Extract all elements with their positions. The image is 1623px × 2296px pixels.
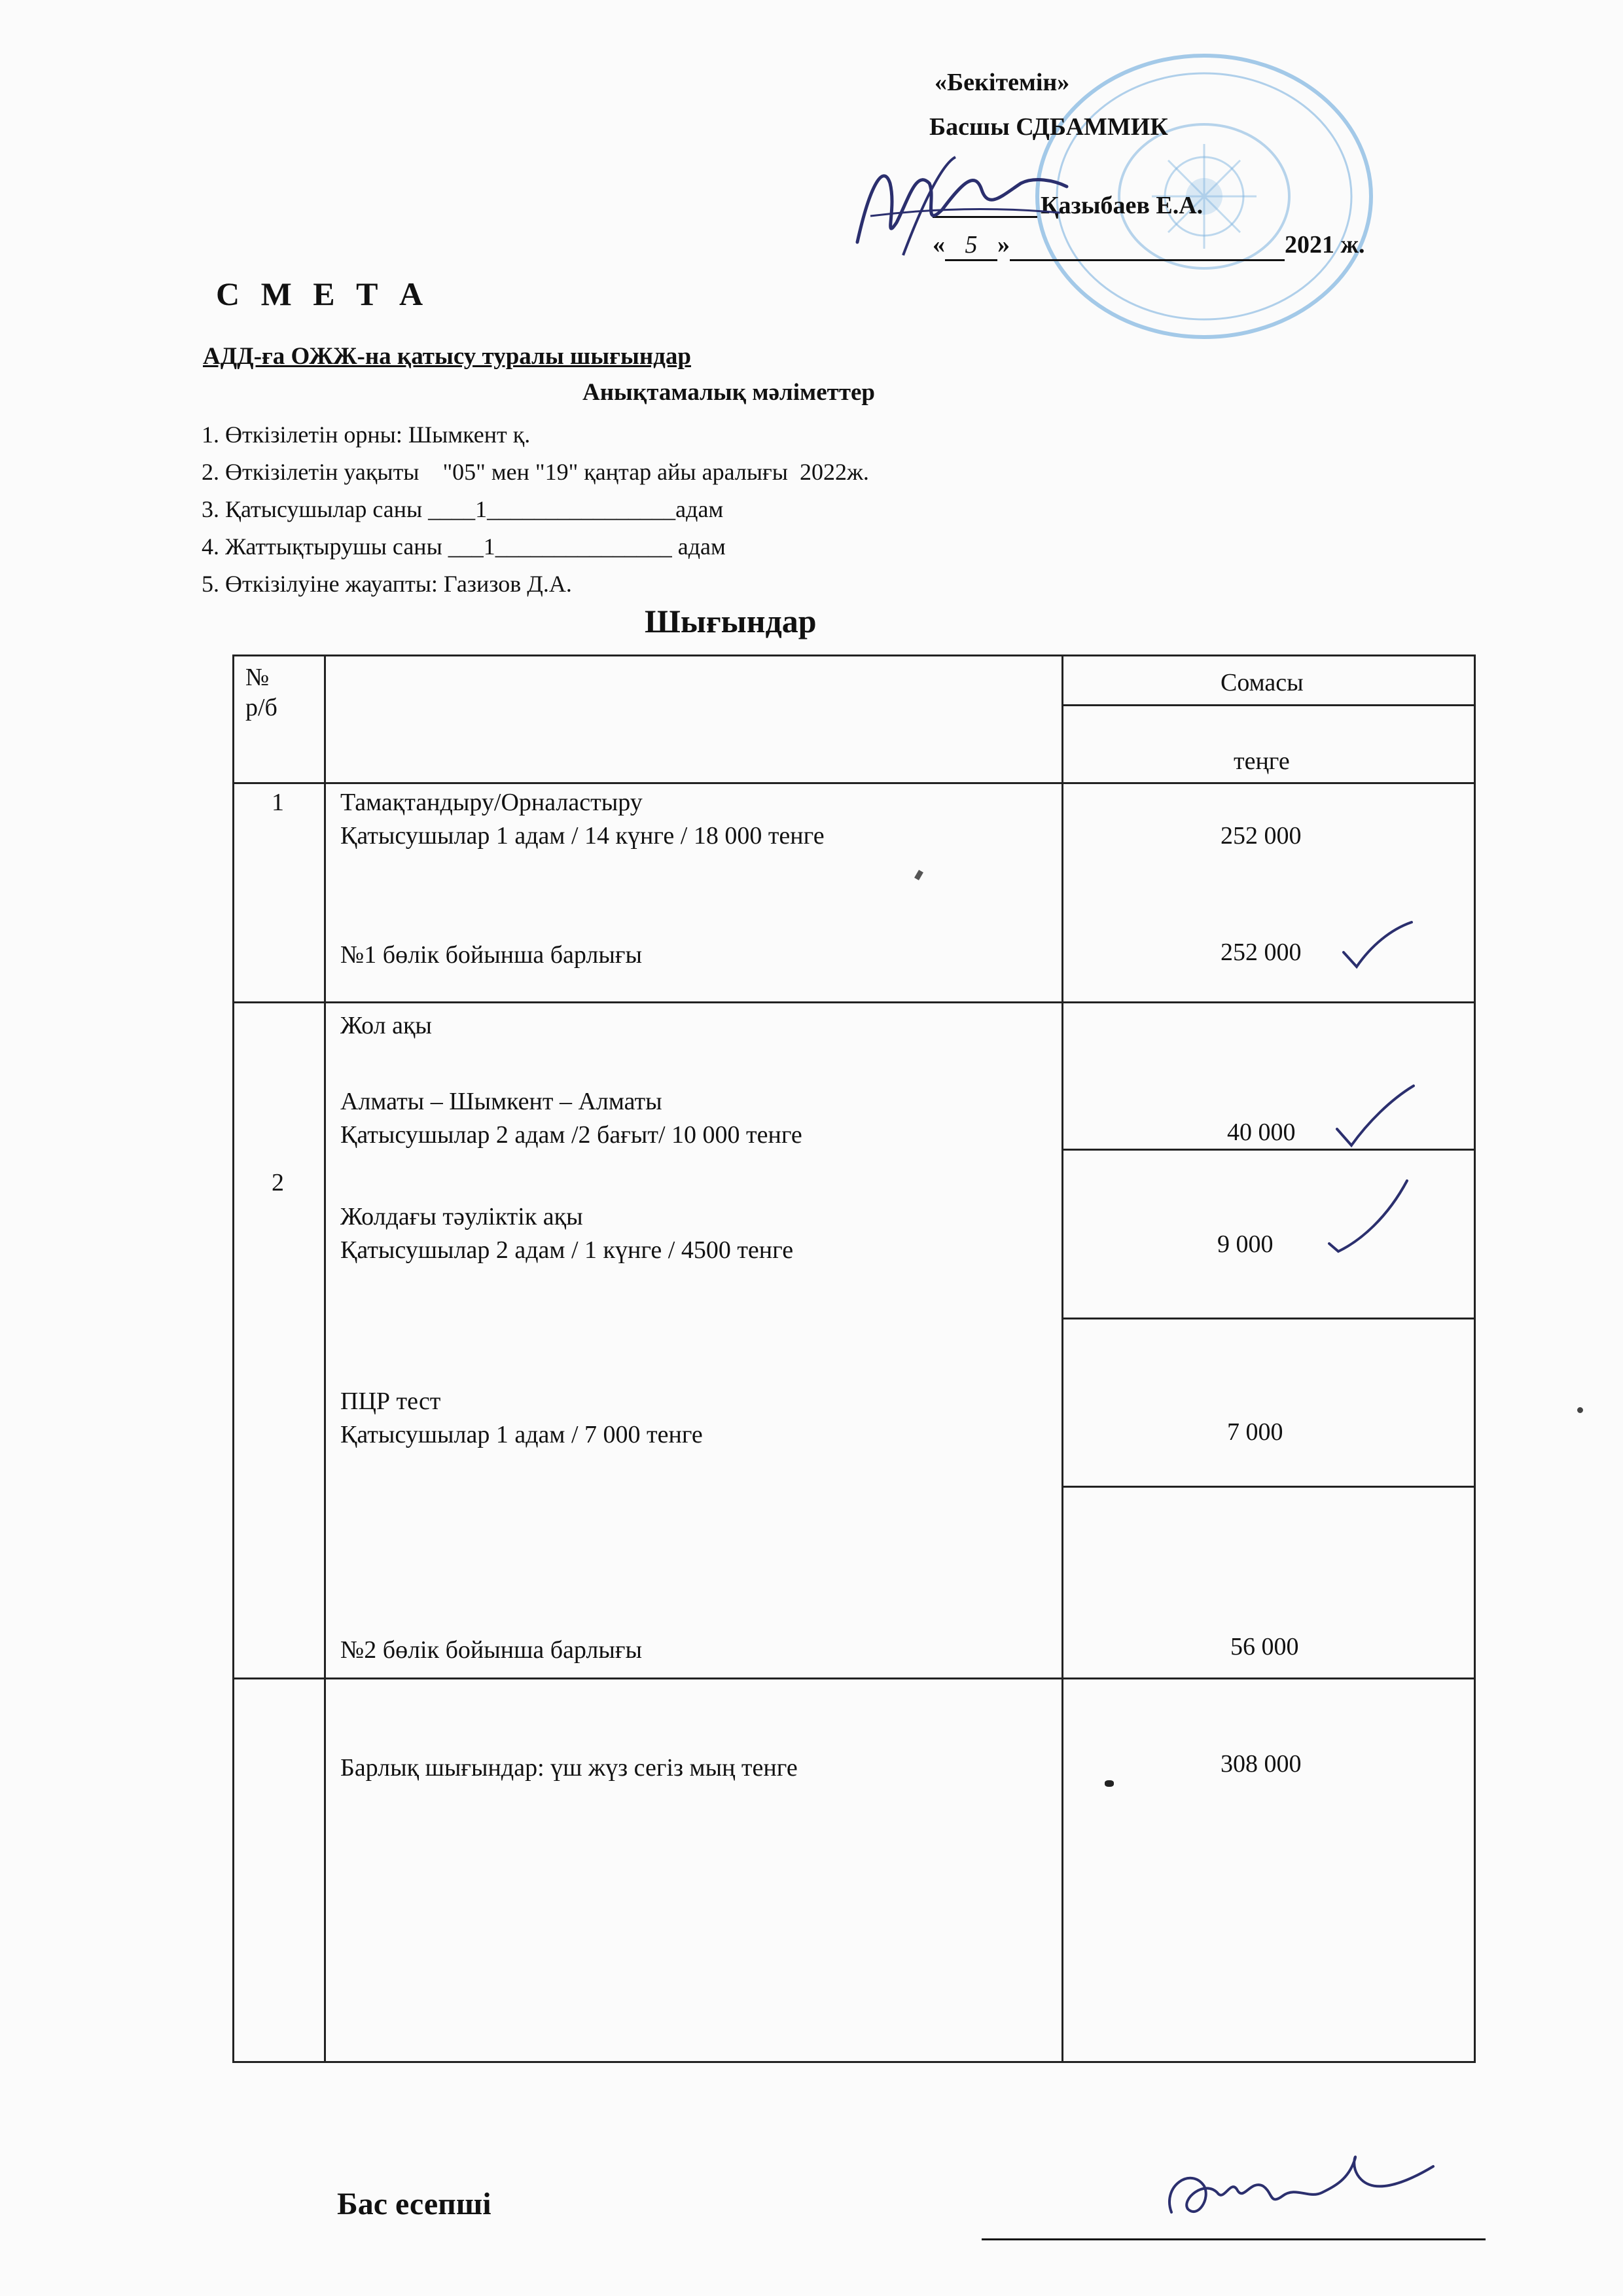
header-num-sub: р/б (245, 694, 277, 721)
header-amount: Сомасы (1221, 669, 1304, 696)
info-item-place: 1. Өткізілетін орны: Шымкент қ. (202, 422, 531, 448)
section2-total-amount: 56 000 (1230, 1633, 1299, 1660)
cost-table (232, 655, 1476, 2063)
accountant-signature-line (982, 2238, 1486, 2240)
section2-pcr-title: ПЦР тест (340, 1388, 441, 1415)
section2-route-amount: 40 000 (1227, 1119, 1296, 1146)
header-currency: теңге (1234, 747, 1290, 775)
section1-total-amount: 252 000 (1221, 939, 1302, 966)
accountant-signature (1158, 2140, 1446, 2232)
info-item-responsible: 5. Өткізілуіне жауапты: Газизов Д.А. (202, 571, 572, 597)
approval-signer-name: Қазыбаев Е.А. (1041, 192, 1204, 219)
section1-line2: Қатысушылар 1 адам / 14 күнге / 18 000 тенге (340, 822, 825, 850)
approval-title: «Бекітемін» (935, 69, 1070, 96)
section2-travel-title: Жол ақы (340, 1012, 432, 1039)
speck (1577, 1407, 1583, 1413)
section2-pcr-detail: Қатысушылар 1 адам / 7 000 тенге (340, 1421, 703, 1448)
document-title: С М Е Т А (216, 276, 430, 312)
header-num: № (245, 664, 270, 691)
section1-total-label: №1 бөлік бойынша барлығы (340, 941, 643, 969)
director-signature (844, 144, 1080, 268)
reference-title: Анықтамалық мәліметтер (582, 379, 875, 406)
section2-route-detail: Қатысушылар 2 адам /2 бағыт/ 10 000 тенге (340, 1121, 802, 1149)
section2-route: Алматы – Шымкент – Алматы (340, 1088, 662, 1115)
section2-total-label: №2 бөлік бойынша барлығы (340, 1636, 643, 1664)
approval-head: Басшы СДБАММИК (929, 113, 1168, 141)
section2-pcr-amount: 7 000 (1227, 1418, 1283, 1446)
grand-total-amount: 308 000 (1221, 1750, 1302, 1778)
section2-perdiem-detail: Қатысушылар 2 адам / 1 күнге / 4500 тенге (340, 1236, 794, 1264)
section2-num: 2 (272, 1169, 284, 1196)
info-item-coaches: 4. Жаттықтырушы саны ___1_______________ адам (202, 533, 726, 560)
approval-day: 5 (945, 230, 997, 261)
grand-total-label: Барлық шығындар: үш жүз сегіз мың тенге (340, 1754, 798, 1782)
section2-perdiem-title: Жолдағы тәуліктік ақы (340, 1203, 583, 1230)
checkmark-icon (1325, 1178, 1410, 1257)
section1-num: 1 (272, 789, 284, 816)
checkmark-icon (1338, 920, 1417, 972)
reference-info-list (202, 416, 869, 603)
approval-date: « 5 » 2021 ж. (933, 230, 1365, 261)
section1-amount: 252 000 (1221, 822, 1302, 850)
document-subtitle: АДД-ға ОЖЖ-на қатысу туралы шығындар (203, 343, 691, 370)
section1-line1: Тамақтандыру/Орналастыру (340, 789, 643, 816)
section2-perdiem-amount: 9 000 (1217, 1230, 1274, 1258)
costs-title: Шығындар (645, 603, 817, 639)
speck (1105, 1780, 1114, 1787)
info-item-time: 2. Өткізілетін уақыты "05" мен "19" қаңтар айы аралығы 2022ж. (202, 459, 869, 485)
info-item-participants: 3. Қатысушылар саны ____1________________адам (202, 496, 724, 522)
chief-accountant-label: Бас есепші (337, 2187, 491, 2221)
checkmark-icon (1332, 1083, 1417, 1149)
